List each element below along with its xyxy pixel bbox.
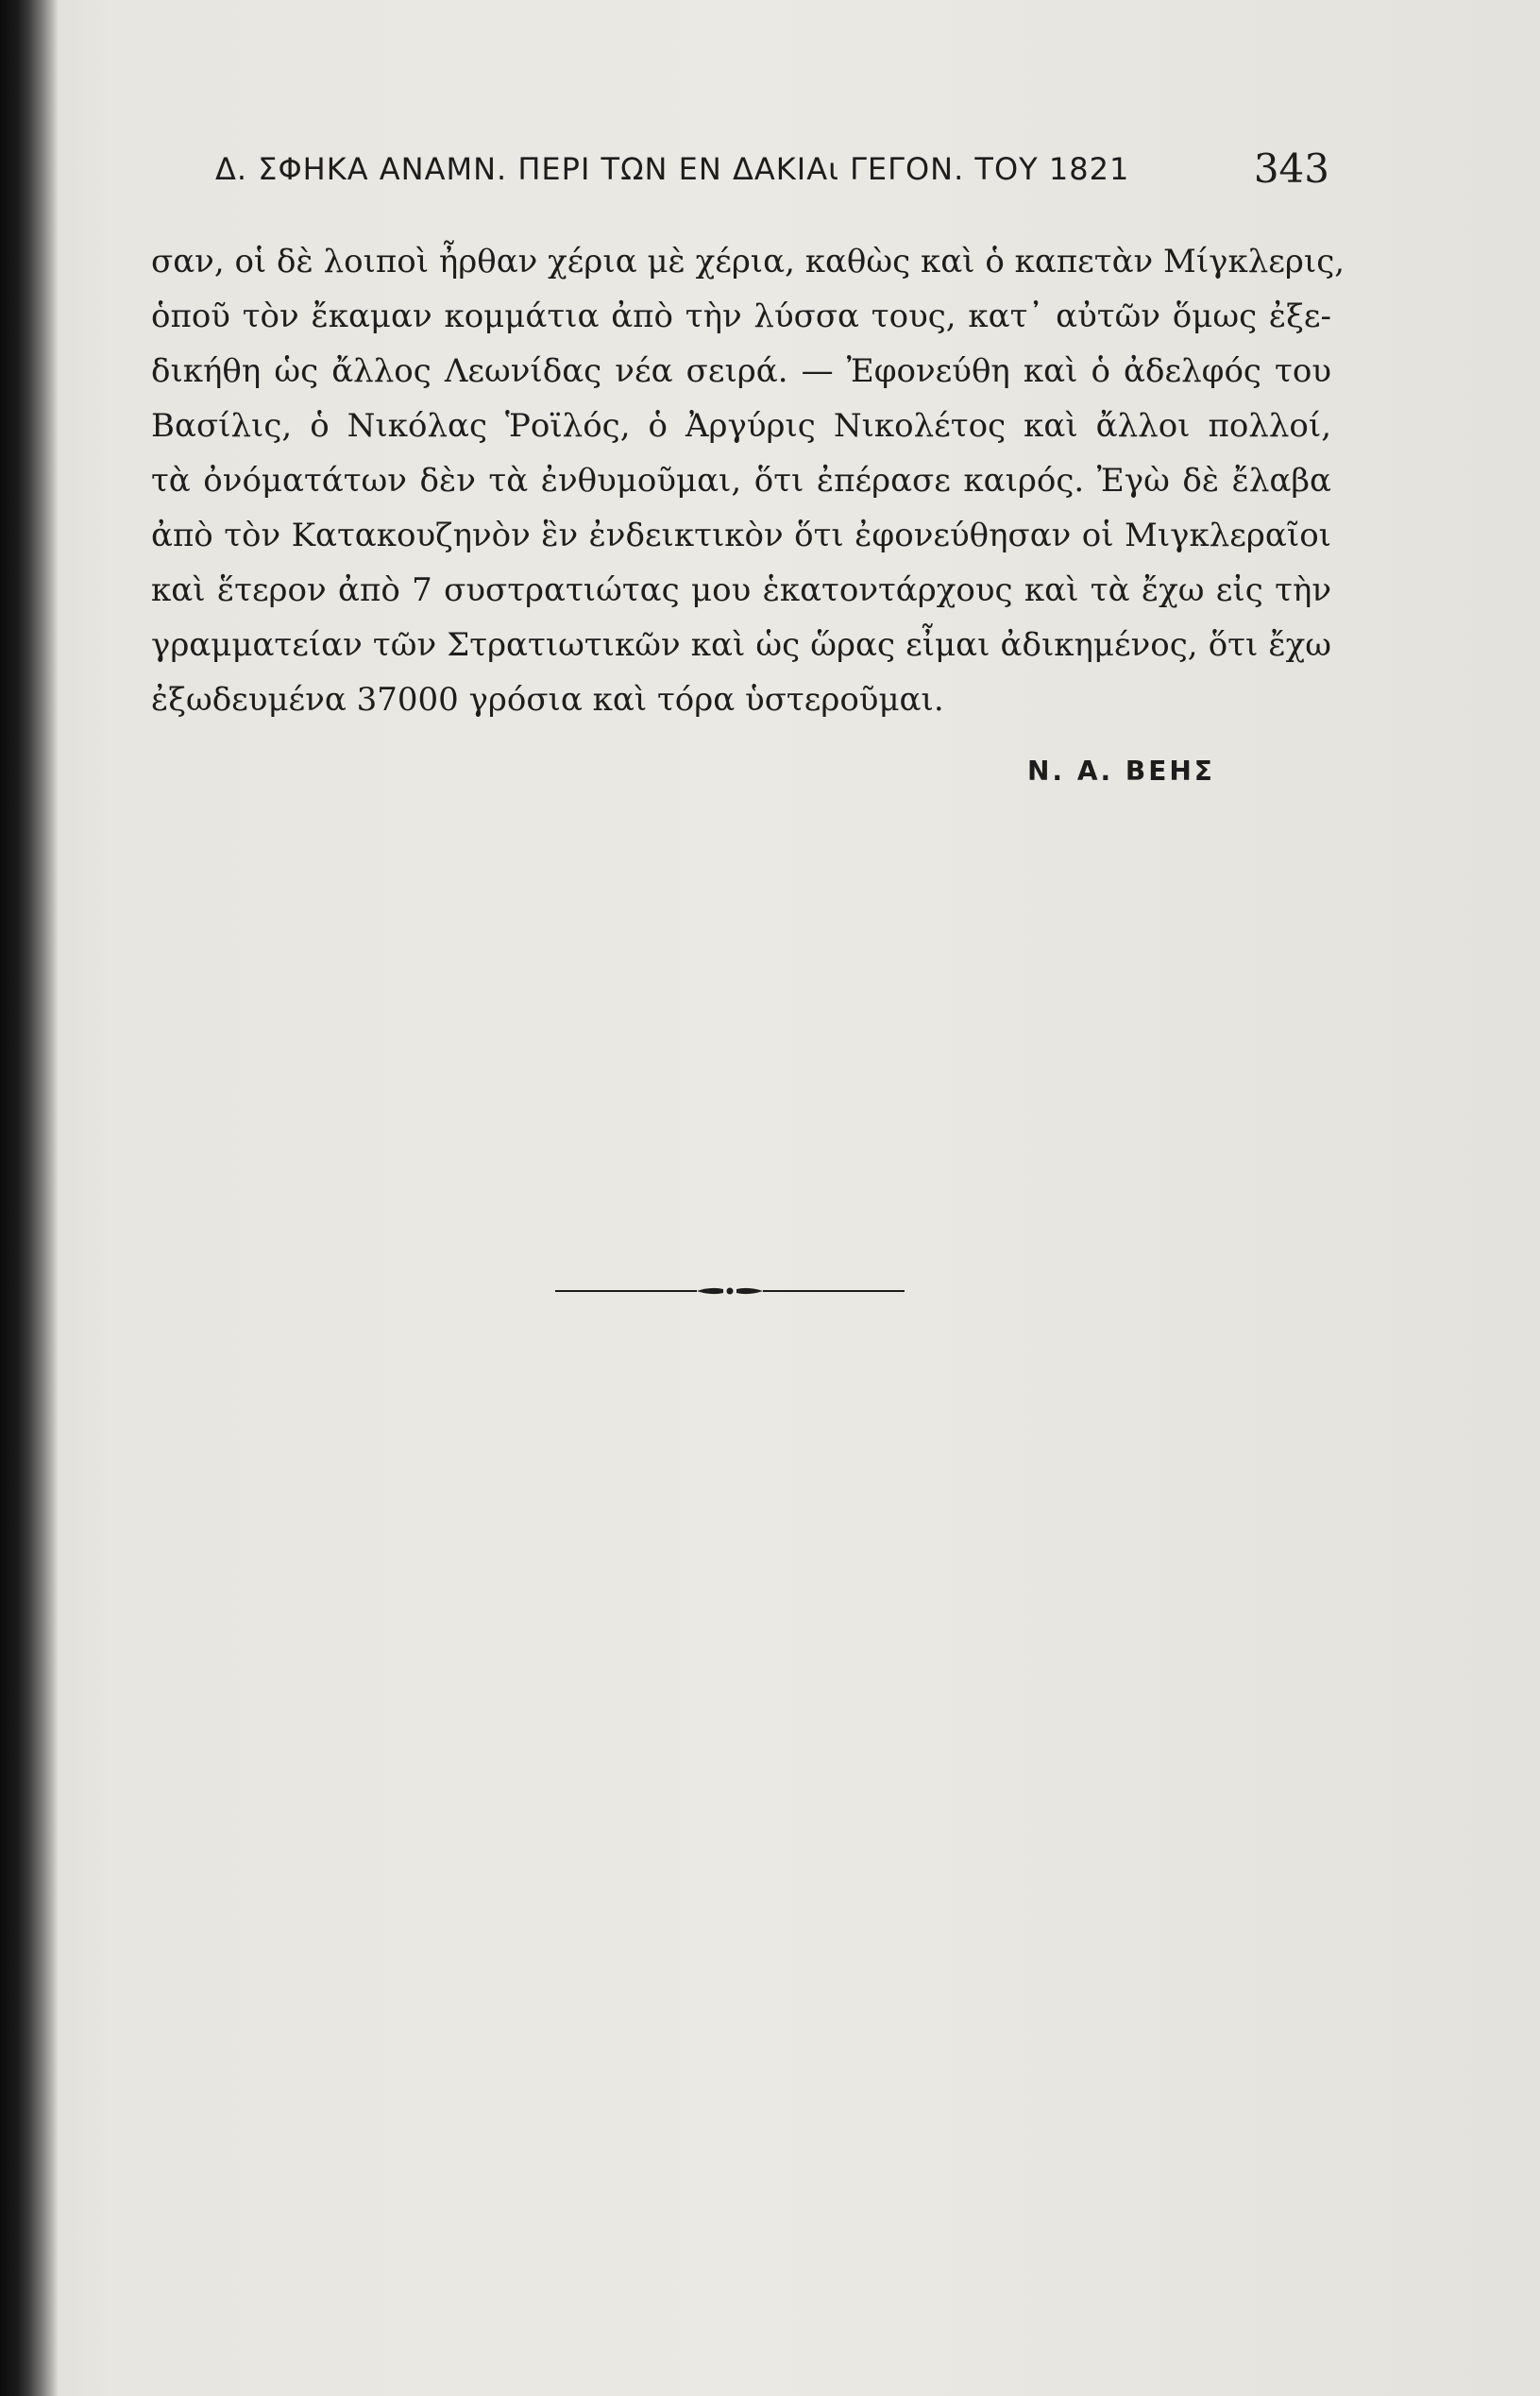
text-line: ἀπὸ τὸν Κατακουζηνὸν ἓν ἐνδεικτικὸν ὅτι ἐφονεύθησαν οἱ Μιγκλεραῖοι xyxy=(151,517,1331,554)
author-signature: Ν. Α. ΒΕΗΣ xyxy=(1027,756,1215,787)
text-line: ὁποῦ τὸν ἔκαμαν κομμάτια ἀπὸ τὴν λύσσα τους, κατ᾽ αὐτῶν ὅμως ἐξε- xyxy=(151,297,1331,335)
text-line: γραμματείαν τῶν Στρατιωτικῶν καὶ ὡς ὥρας εἶμαι ἀδικημένος, ὅτι ἔχω xyxy=(151,626,1331,664)
text-line: ἐξωδευμένα 37000 γρόσια καὶ τόρα ὑστεροῦμαι. xyxy=(151,681,944,719)
section-end-ornament xyxy=(555,1280,905,1302)
text-line: σαν, οἱ δὲ λοιποὶ ἦρθαν χέρια μὲ χέρια, καθὼς καὶ ὁ καπετὰν Μίγκλερις, xyxy=(151,243,1345,280)
text-line: τὰ ὀνόματάτων δὲν τὰ ἐνθυμοῦμαι, ὅτι ἐπέρασε καιρός. Ἐγὼ δὲ ἔλαβα xyxy=(151,462,1331,500)
text-line: καὶ ἕτερον ἀπὸ 7 συστρατιώτας μου ἑκατοντάρχους καὶ τὰ ἔχω εἰς τὴν xyxy=(151,571,1331,609)
binding-shadow xyxy=(0,0,59,2396)
page-header xyxy=(215,145,1329,198)
page-number: 343 xyxy=(1253,145,1329,192)
text-line: δικήθη ὡς ἄλλος Λεωνίδας νέα σειρά. — Ἐφονεύθη καὶ ὁ ἀδελφός του xyxy=(151,352,1331,390)
running-head: Δ. ΣΦΗΚΑ ΑΝΑΜΝ. ΠΕΡΙ ΤΩΝ ΕΝ ΔΑΚΙΑι ΓΕΓΟΝ. ΤΟΥ 1821 xyxy=(215,151,1130,187)
body-text xyxy=(151,234,1345,727)
text-line: Βασίλις, ὁ Νικόλας Ῥοϊλός, ὁ Ἀργύρις Νικολέτος καὶ ἄλλοι πολλοί, xyxy=(151,407,1331,445)
